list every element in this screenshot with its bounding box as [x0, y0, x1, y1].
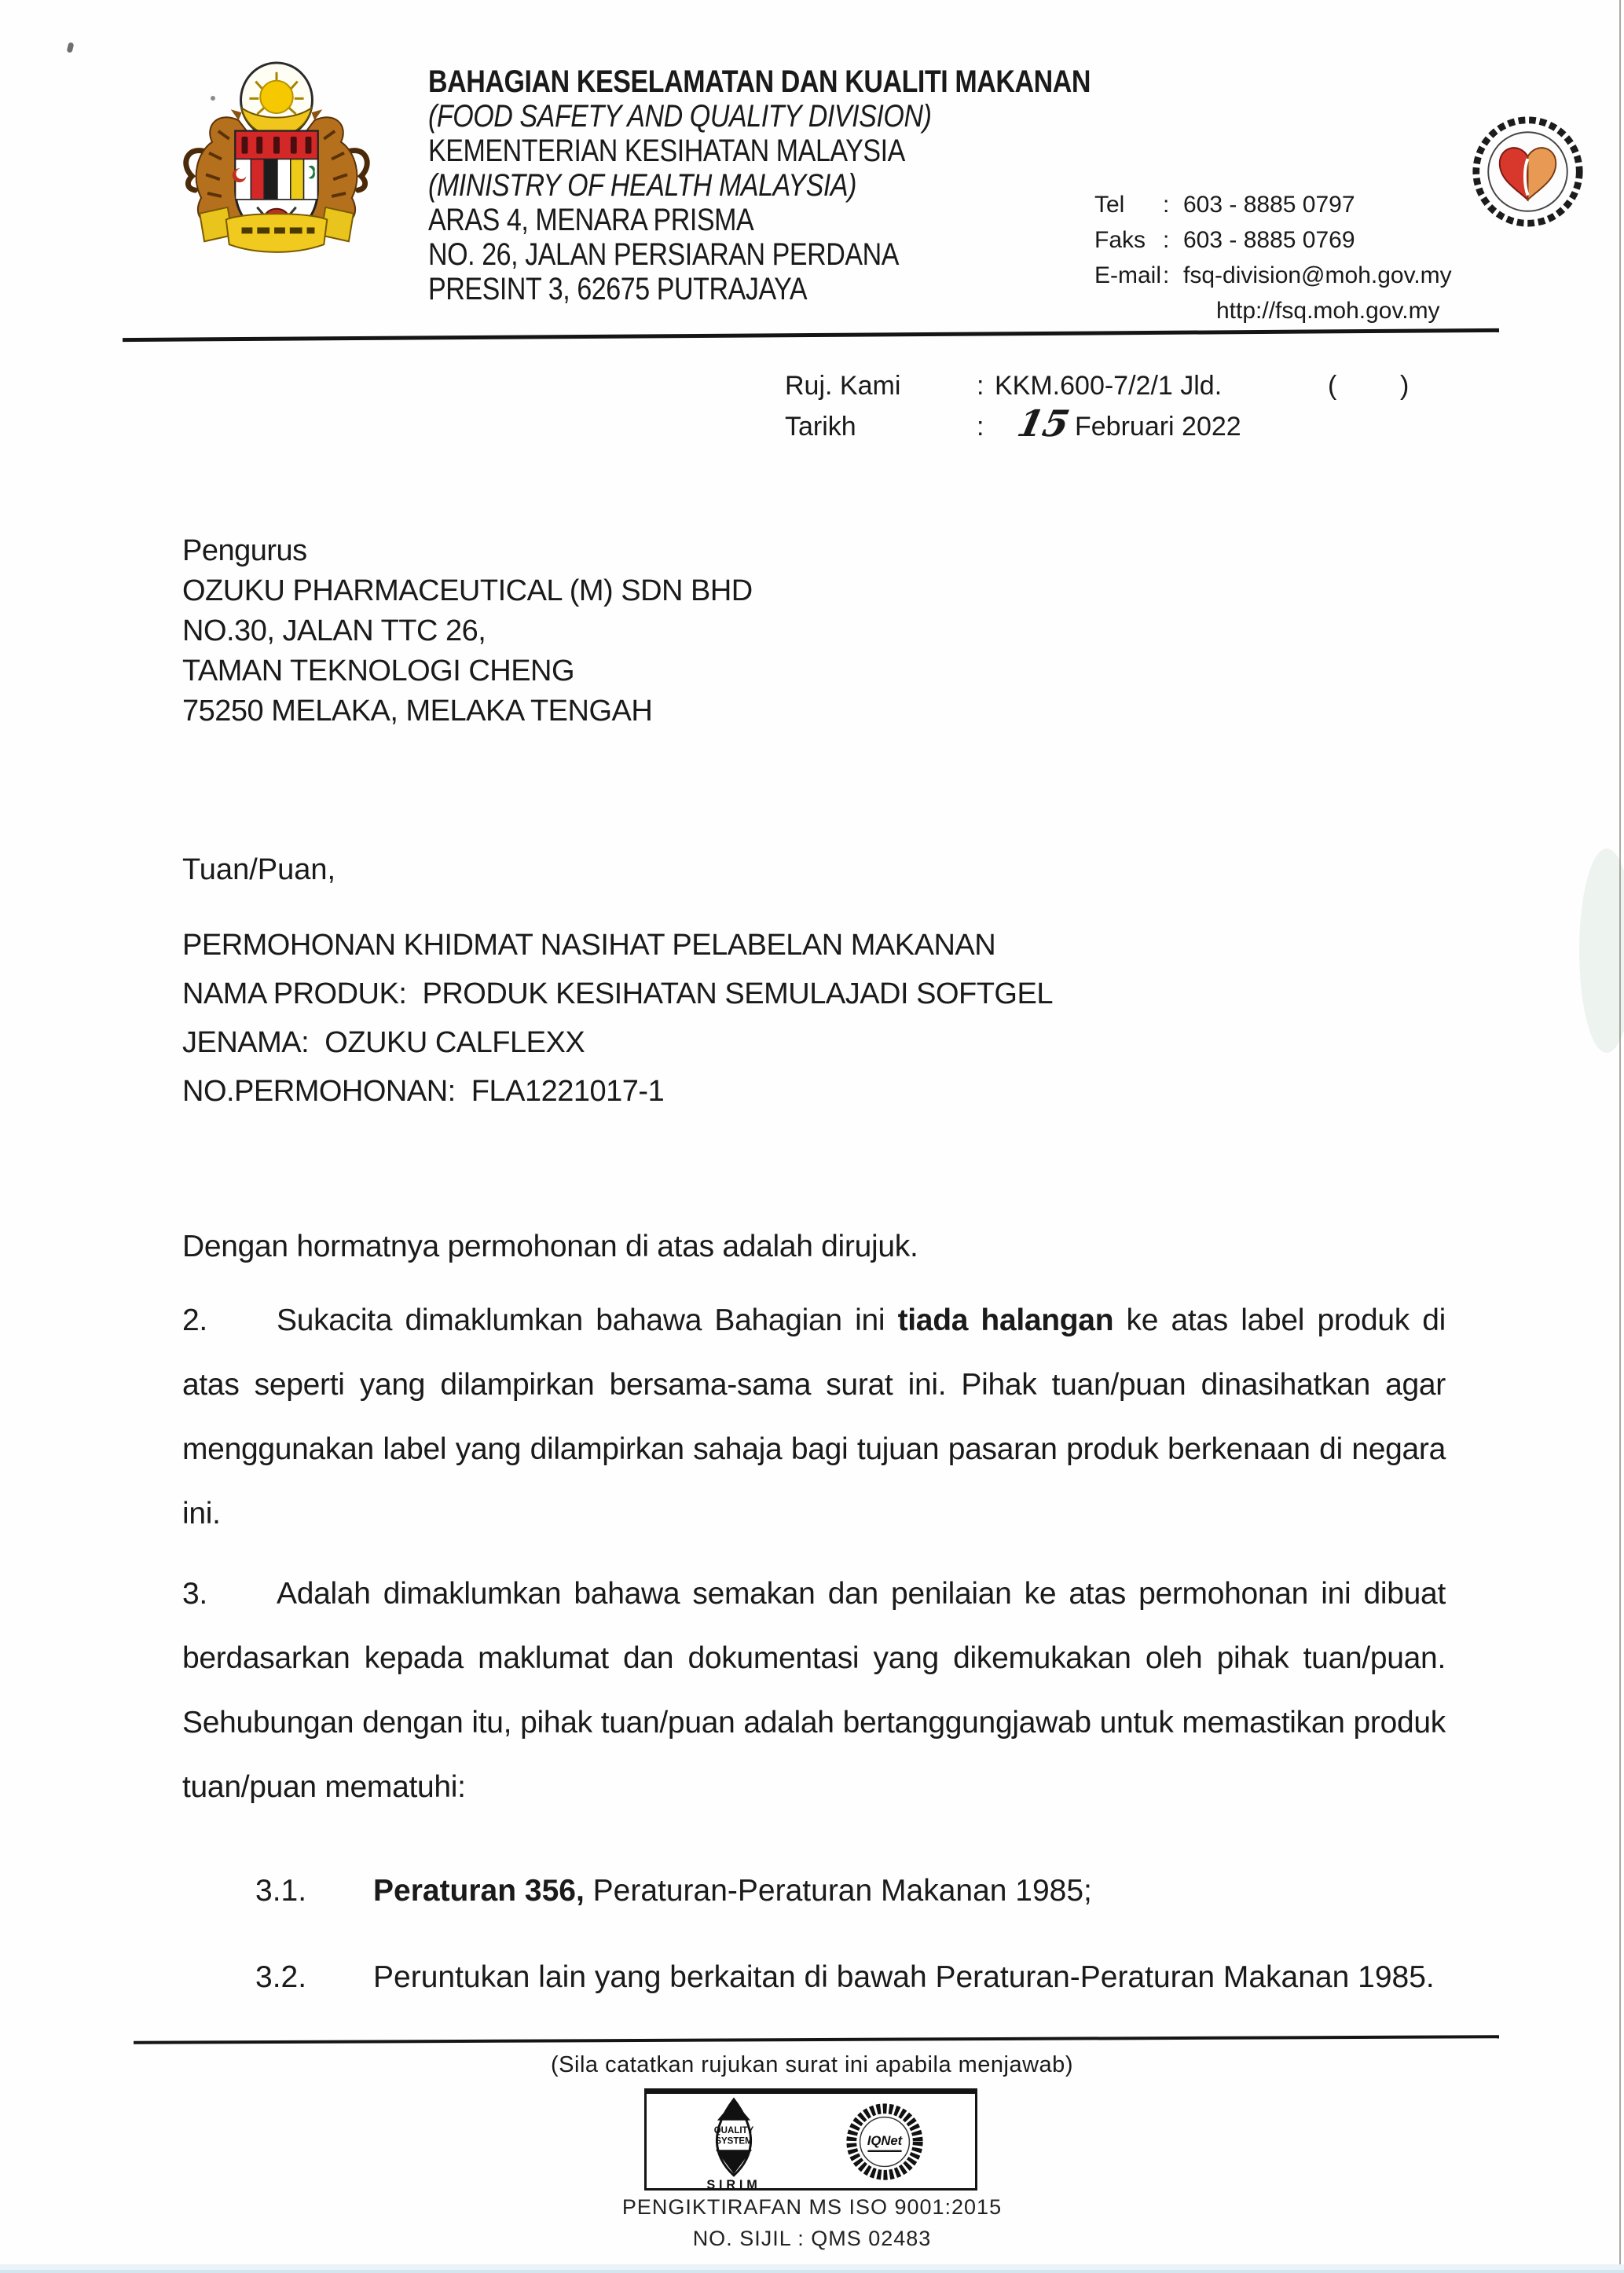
- paragraph-2-bold-phrase: tiada halangan: [897, 1303, 1114, 1337]
- iqnet-logo-icon: [841, 2100, 928, 2185]
- contact-block: [1094, 192, 1452, 333]
- office-address-line3: PRESINT 3, 62675 PUTRAJAYA: [428, 272, 808, 306]
- sirim-quality-system-icon: [675, 2097, 793, 2191]
- scan-edge-smudge: [1579, 849, 1624, 1053]
- subject-product-name: NAMA PRODUK: PRODUK KESIHATAN SEMULAJADI SOFTGEL: [182, 977, 1053, 1010]
- ref-paren-close: ): [1400, 371, 1410, 401]
- email-label: E-mail: [1094, 262, 1162, 288]
- recipient-line: OZUKU PHARMACEUTICAL (M) SDN BHD: [182, 574, 753, 607]
- paragraph-3: [182, 1562, 1446, 1820]
- iqnet-label-text: IQNet: [867, 2132, 903, 2148]
- certification-line1: PENGIKTIRAFAN MS ISO 9001:2015: [621, 2195, 1003, 2219]
- paragraph-3-number: 3.: [182, 1577, 207, 1611]
- date-day-handwritten: 15: [1014, 402, 1073, 445]
- tel-value: 603 - 8885 0797: [1183, 192, 1355, 218]
- subject-title: PERMOHONAN KHIDMAT NASIHAT PELABELAN MAKANAN: [182, 929, 996, 962]
- clause-3-1-number: 3.1.: [255, 1874, 307, 1908]
- tel-colon: :: [1163, 192, 1170, 218]
- certification-line2: NO. SIJIL : QMS 02483: [692, 2227, 932, 2250]
- recipient-address: [182, 531, 753, 731]
- fax-value: 603 - 8885 0769: [1183, 227, 1355, 253]
- ref-paren-open: (: [1328, 371, 1337, 401]
- paragraph-3-text: Adalah dimaklumkan bahawa semakan dan penilaian ke atas permohonan ini dibuat berdasarkan kepada maklumat dan dokumentasi yang dikemukakan oleh pihak tuan/puan. Sehubungan dengan itu, pihak tuan/puan adalah bertanggungjawab untuk memastikan produk tuan/puan mematuhi:: [182, 1577, 1446, 1804]
- scan-speck: [211, 96, 215, 101]
- division-name: BAHAGIAN KESELAMATAN DAN KUALITI MAKANAN: [428, 64, 1091, 99]
- paragraph-intro: Dengan hormatnya permohonan di atas adalah dirujuk.: [182, 1230, 918, 1263]
- clause-3-1: [255, 1859, 1446, 1923]
- ref-label: Ruj. Kami: [785, 371, 901, 401]
- sirim-label-text: SIRIM: [706, 2178, 761, 2191]
- website-label: [1094, 298, 1163, 333]
- subject-application-number: NO.PERMOHONAN: FLA1221017-1: [182, 1075, 665, 1108]
- clause-3-1-text: [373, 1859, 1446, 1923]
- scan-bottom-strip-edge: [0, 2270, 1624, 2273]
- ref-number: KKM.600-7/2/1 Jld.: [995, 371, 1223, 401]
- tel-row: [1094, 192, 1452, 227]
- date-label: Tarikh: [785, 412, 856, 442]
- header-divider: [123, 328, 1499, 342]
- clause-3-1-bold: Peraturan 356,: [373, 1874, 585, 1908]
- date-colon: :: [977, 412, 984, 442]
- malaysia-coat-of-arms-icon: [163, 60, 390, 258]
- paragraph-2: [182, 1289, 1446, 1546]
- clause-3-2: [255, 1945, 1446, 2010]
- email-row: [1094, 262, 1452, 298]
- fax-label: Faks: [1094, 227, 1146, 253]
- letterhead-text: [428, 64, 1091, 306]
- paragraph-2-number: 2.: [182, 1303, 207, 1337]
- email-value: fsq-division@moh.gov.my: [1183, 262, 1452, 288]
- fax-row: [1094, 227, 1452, 262]
- clause-3-2-text: Peruntukan lain yang berkaitan di bawah Peraturan-Peraturan Makanan 1985.: [373, 1960, 1435, 1994]
- email-colon: :: [1163, 262, 1170, 288]
- salutation: Tuan/Puan,: [182, 853, 336, 886]
- division-name-en: (FOOD SAFETY AND QUALITY DIVISION): [428, 99, 932, 134]
- office-address-line2: NO. 26, JALAN PERSIARAN PERDANA: [428, 237, 900, 272]
- clause-3-1-rest: Peraturan-Peraturan Makanan 1985;: [584, 1874, 1092, 1908]
- moh-logo-icon: [1471, 115, 1585, 229]
- sirim-system-text: SYSTEM: [715, 2136, 753, 2147]
- scan-page-edge: [1619, 0, 1621, 2273]
- paragraph-2-text-after: ke atas label produk di atas seperti yang dilampirkan bersama-sama surat ini. Pihak tuan/puan dinasihatkan agar menggunakan label yang dilampirkan sahaja bagi tujuan pasaran produk berkenaan di negara ini.: [182, 1303, 1446, 1531]
- date-value: Februari 2022: [1075, 412, 1241, 442]
- paragraph-2-text-before: Sukacita dimaklumkan bahawa Bahagian ini: [277, 1303, 898, 1337]
- ref-colon: :: [977, 371, 984, 401]
- website-row: [1094, 298, 1452, 333]
- ministry-name-en: (MINISTRY OF HEALTH MALAYSIA): [428, 168, 856, 203]
- footer-note: (Sila catatkan rujukan surat ini apabila menjawab): [551, 2052, 1073, 2077]
- recipient-line: Pengurus: [182, 534, 307, 567]
- subject-brand: JENAMA: OZUKU CALFLEXX: [182, 1026, 585, 1059]
- recipient-line: NO.30, JALAN TTC 26,: [182, 614, 486, 647]
- certification-logos-box: [644, 2088, 977, 2191]
- ministry-name: KEMENTERIAN KESIHATAN MALAYSIA: [428, 134, 905, 168]
- recipient-line: 75250 MELAKA, MELAKA TENGAH: [182, 695, 653, 728]
- footer-divider: [134, 2035, 1499, 2044]
- website-colon: [1163, 298, 1183, 333]
- scan-speck: [67, 42, 75, 53]
- tel-label: Tel: [1094, 192, 1125, 218]
- clause-3-2-number: 3.2.: [255, 1960, 307, 1994]
- subject-block: [182, 921, 1053, 1116]
- office-address-line1: ARAS 4, MENARA PRISMA: [428, 203, 754, 237]
- recipient-line: TAMAN TEKNOLOGI CHENG: [182, 654, 575, 687]
- fax-colon: :: [1163, 227, 1170, 253]
- website-value: http://fsq.moh.gov.my: [1216, 298, 1440, 324]
- sirim-quality-text: QUALITY: [713, 2126, 754, 2136]
